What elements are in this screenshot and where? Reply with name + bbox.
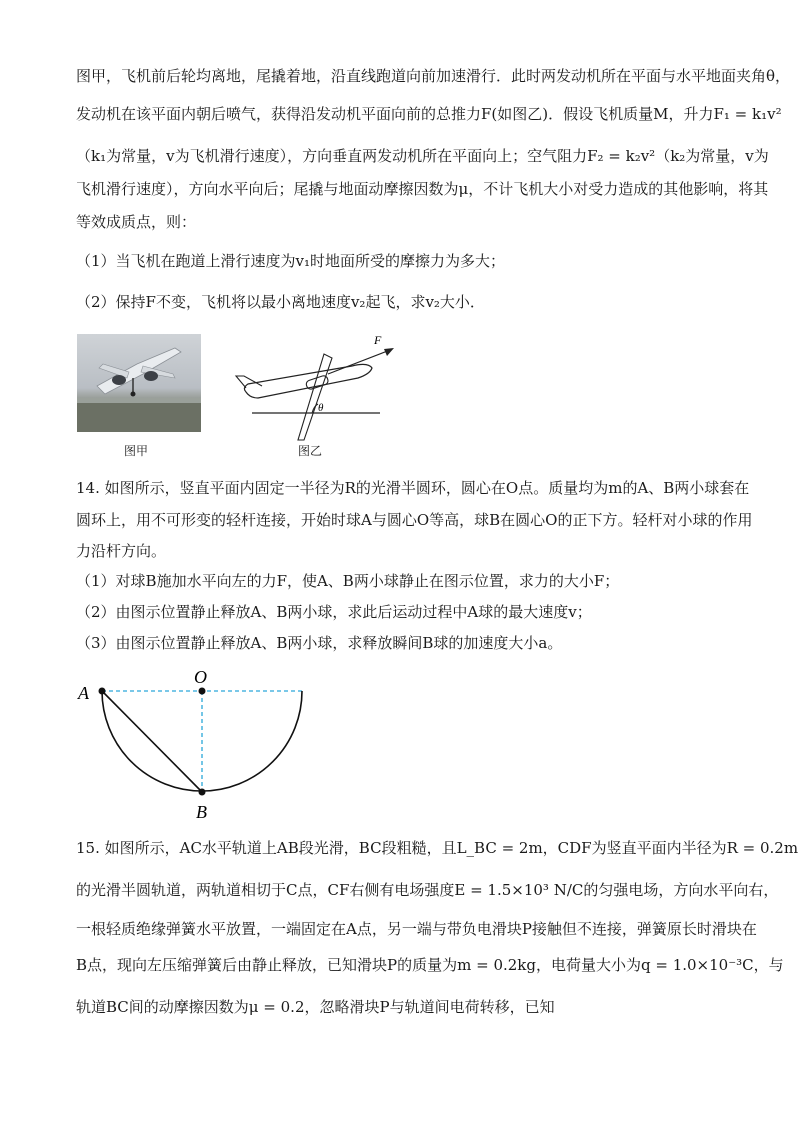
label-O: O: [194, 667, 207, 687]
label-B: B: [196, 802, 207, 822]
p15-line-4: B点，现向左压缩弹簧后由静止释放，已知滑块P的质量为m = 0.2kg，电荷量大小为q = 1.0×10⁻³C，与: [76, 956, 784, 974]
label-A: A: [78, 683, 89, 703]
p15-line-2: 的光滑半圆轨道，两轨道相切于C点，CF右侧有电场强度E = 1.5×10³ N/C的匀强电场，方向水平向右，: [76, 881, 779, 899]
p14-question-1: （1）对球B施加水平向左的力F，使A、B两小球静止在图示位置，求力的大小F；: [76, 572, 620, 590]
p13-line-4: 飞机滑行速度），方向水平向后；尾撬与地面动摩擦因数为μ，不计飞机大小对受力造成的其他影响，将其: [76, 180, 769, 198]
center-O: [199, 688, 206, 695]
thrust-arrow-line: [328, 350, 390, 374]
p14-line-2: 圆环上，用不可形变的轻杆连接，开始时球A与圆心O等高，球B在圆心O的正下方。轻杆对小球的作用: [76, 511, 753, 529]
p13-line-3: （k₁为常量，v为飞机滑行速度），方向垂直两发动机所在平面向上；空气阻力F₂ = k₂v²（k₂为常量，v为: [76, 147, 769, 165]
p13-line-5: 等效成质点，则：: [76, 213, 197, 231]
semicircle-diagram: [70, 666, 310, 826]
p13-line-1: 图甲，飞机前后轮均离地，尾撬着地，沿直线跑道向前加速滑行．此时两发动机所在平面与水平地面夹角θ，: [76, 67, 791, 85]
p13-question-2: （2）保持F不变，飞机将以最小离地速度v₂起飞，求v₂大小．: [76, 293, 485, 311]
ball-A: [99, 688, 106, 695]
p14-question-2: （2）由图示位置静止释放A、B两小球，求此后运动过程中A球的最大速度v；: [76, 603, 592, 621]
theta-label: θ: [318, 402, 324, 414]
p14-line-1: 14. 如图所示，竖直平面内固定一半径为R的光滑半圆环，圆心在O点。质量均为m的A、B两小球套在: [76, 479, 750, 497]
p15-line-1: 15. 如图所示，AC水平轨道上AB段光滑，BC段粗糙，且L_BC = 2m，CDF为竖直平面内半径为R = 0.2m: [76, 839, 799, 857]
p15-line-5: 轨道BC间的动摩擦因数为μ = 0.2，忽略滑块P与轨道间电荷转移，已知: [76, 998, 555, 1016]
airplane-takeoff-illustration: [77, 334, 201, 432]
p14-question-3: （3）由图示位置静止释放A、B两小球，求释放瞬间B球的加速度大小a。: [76, 634, 563, 652]
ball-B: [199, 789, 206, 796]
airplane-force-diagram: [232, 336, 400, 446]
figure-b-caption: 图乙: [298, 444, 323, 458]
p13-line-2: 发动机在该平面内朝后喷气，获得沿发动机平面向前的总推力F(如图乙)．假设飞机质量M，升力F₁ = k₁v²: [76, 105, 782, 123]
figure-a-caption: 图甲: [124, 444, 149, 458]
force-F-label: F: [374, 336, 382, 347]
thrust-arrowhead: [384, 348, 394, 356]
p14-line-3: 力沿杆方向。: [76, 542, 167, 560]
p15-line-3: 一根轻质绝缘弹簧水平放置，一端固定在A点，另一端与带负电滑块P接触但不连接，弹簧原长时滑块在: [76, 920, 757, 938]
p13-question-1: （1）当飞机在跑道上滑行速度为v₁时地面所受的摩擦力为多大；: [76, 252, 506, 270]
airplane-photo: [77, 334, 201, 432]
wing: [298, 354, 332, 440]
